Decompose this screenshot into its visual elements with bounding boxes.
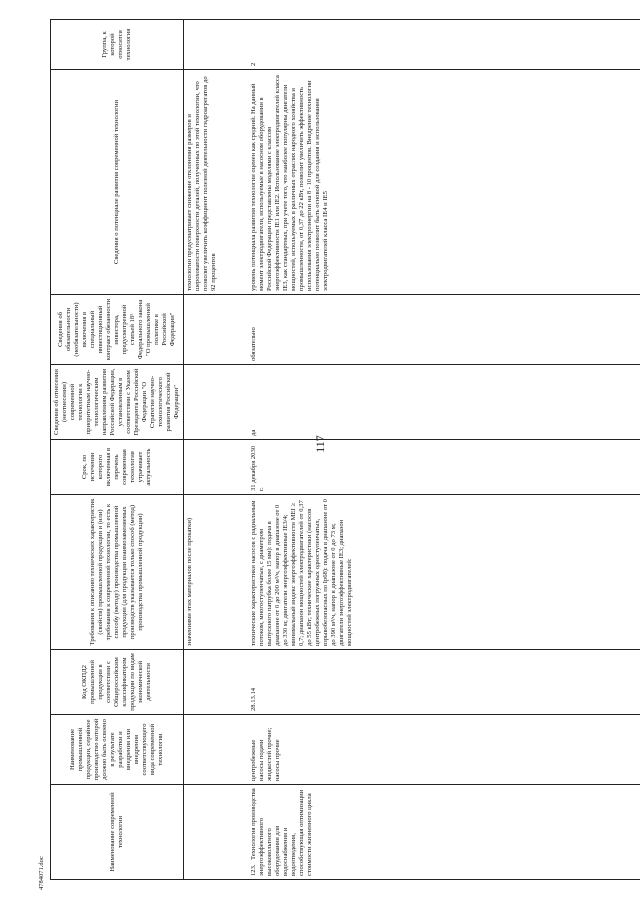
cell-tech-text: Технология производства энергоэффективного высоковольтного оборудования для водоснабжения и водоотведения, способствующая оптимизации стоимости жизненного цикла — [250, 788, 313, 876]
cell-priority: да — [248, 365, 640, 440]
cell-code: 28.13.14 — [248, 650, 640, 715]
cell-tech — [248, 785, 640, 880]
cell-group — [184, 20, 249, 70]
header-obligation: Сведения об обязательности (необязательности) включения в специальный инвестиционный контракт обязанности инвестора, предусмотренной статьей 18¹ Федерального закона "О промышленной политике в Российской Федерации" — [51, 295, 184, 365]
document-id: 4784071.doc — [38, 856, 45, 890]
technology-table — [50, 19, 640, 880]
row-number: 123. — [250, 864, 257, 876]
cell-requirements: значениями этих материалов после прокатки) — [184, 495, 249, 650]
cell-potential: технологии предусматривает снижение отклонения размеров и шероховатости поверхности деталей, полученных по этой технологии, что позволит увеличить коэффициент полезной деятельности гидроагрегатов до 92 процентов — [184, 70, 249, 295]
cell-product — [184, 715, 249, 785]
header-deadline: Срок, по истечении которого включенная в перечень современная технология утрачивает актуальность — [51, 440, 184, 495]
cell-product: центробежные насосы подачи жидкостей прочие; насосы прочие — [248, 715, 640, 785]
cell-obligation: обязательно — [248, 295, 640, 365]
table-row-123 — [248, 20, 640, 880]
table-header-row — [51, 20, 184, 880]
header-priority: Сведения об отнесении (неотнесении) современной технологии к приоритетным научно-технологическим направлениям развития Российской Федерации, установленным в соответствии с Указом Президента Российской Федерации "О Стратегии научно-технологического развития Российской Федерации" — [51, 365, 184, 440]
cell-deadline — [184, 440, 249, 495]
technology-table-sheet — [50, 20, 630, 880]
cell-requirements: технические характеристики насосов с радиальным потоком, многоступенчатые, с диаметром выпускного патрубка более 15 мм): подача в диапазоне от 0 до 200 м³/ч, напор в диапазоне от 0 до 330 м; двигатели энергоэффективные IE3/4; минимальный индекс энергоэффективности МЕI ≥ 0,7; диапазон мощностей электродвигателей от 0,37 до 55 кВт; технические характеристики (насосов центробежных погружных одноступенчатых, взрывобезопасных по Ip68): подача в диапазоне от 0 до 390 м³/ч, напор в диапазоне от 0 до 73 м; двигатели энергоэффективные IE3; диапазон мощностей электродвигателей: — [248, 495, 640, 650]
cell-obligation — [184, 295, 249, 365]
page-number: 117 — [313, 435, 327, 453]
cell-priority — [184, 365, 249, 440]
cell-code — [184, 650, 249, 715]
cell-deadline: 31 декабря 2030 г. — [248, 440, 640, 495]
table-row-continuation — [184, 20, 249, 880]
cell-group: 2 — [248, 20, 640, 70]
header-okpd2-code: Код ОКПД2 промышленной продукции в соответствии с Общероссийским классификатором продукции по видам экономической деятельности — [51, 650, 184, 715]
header-group: Группа, к которой относится технология — [51, 20, 184, 70]
cell-tech — [184, 785, 249, 880]
header-technology-name: Наименование современной технологии — [51, 785, 184, 880]
header-potential: Сведения о потенциале развития современной технологии — [51, 70, 184, 295]
header-product-name: Наименование промышленной продукции, серийное производство которой должно быть освоено в результате разработки и внедрения или внедрения соответствующего вида современной технологии — [51, 715, 184, 785]
header-requirements: Требования к описанию технических характеристик (свойств) промышленной продукции и (или) требования к современной технологии, то есть к способу (методу) производства промышленной продукции (для продукции взаимозаменяемых производств указывается только способ (метод) производства промышленной продукции) — [51, 495, 184, 650]
cell-potential: уровень потенциала развития технологии оценен как средний. На данный момент электродвигатели, используемые в насосном оборудовании в Российской Федерации представлены моделями с классом энергоэффективности IE1 или IE2. Использование электродвигателей класса IE3, как стандартных, при учете того, что наиболее популярны двигатели мощностей, используемых в различных отраслях народного хозяйства и промышленности, от 0,37 до 22 кВт, позволит увеличить эффективность использования электроэнергии на 8 - 10 процентов. Внедрение технологии потенциально позволит быть основой для создания и использования электродвигателей класса IE4 и IE5 — [248, 70, 640, 295]
